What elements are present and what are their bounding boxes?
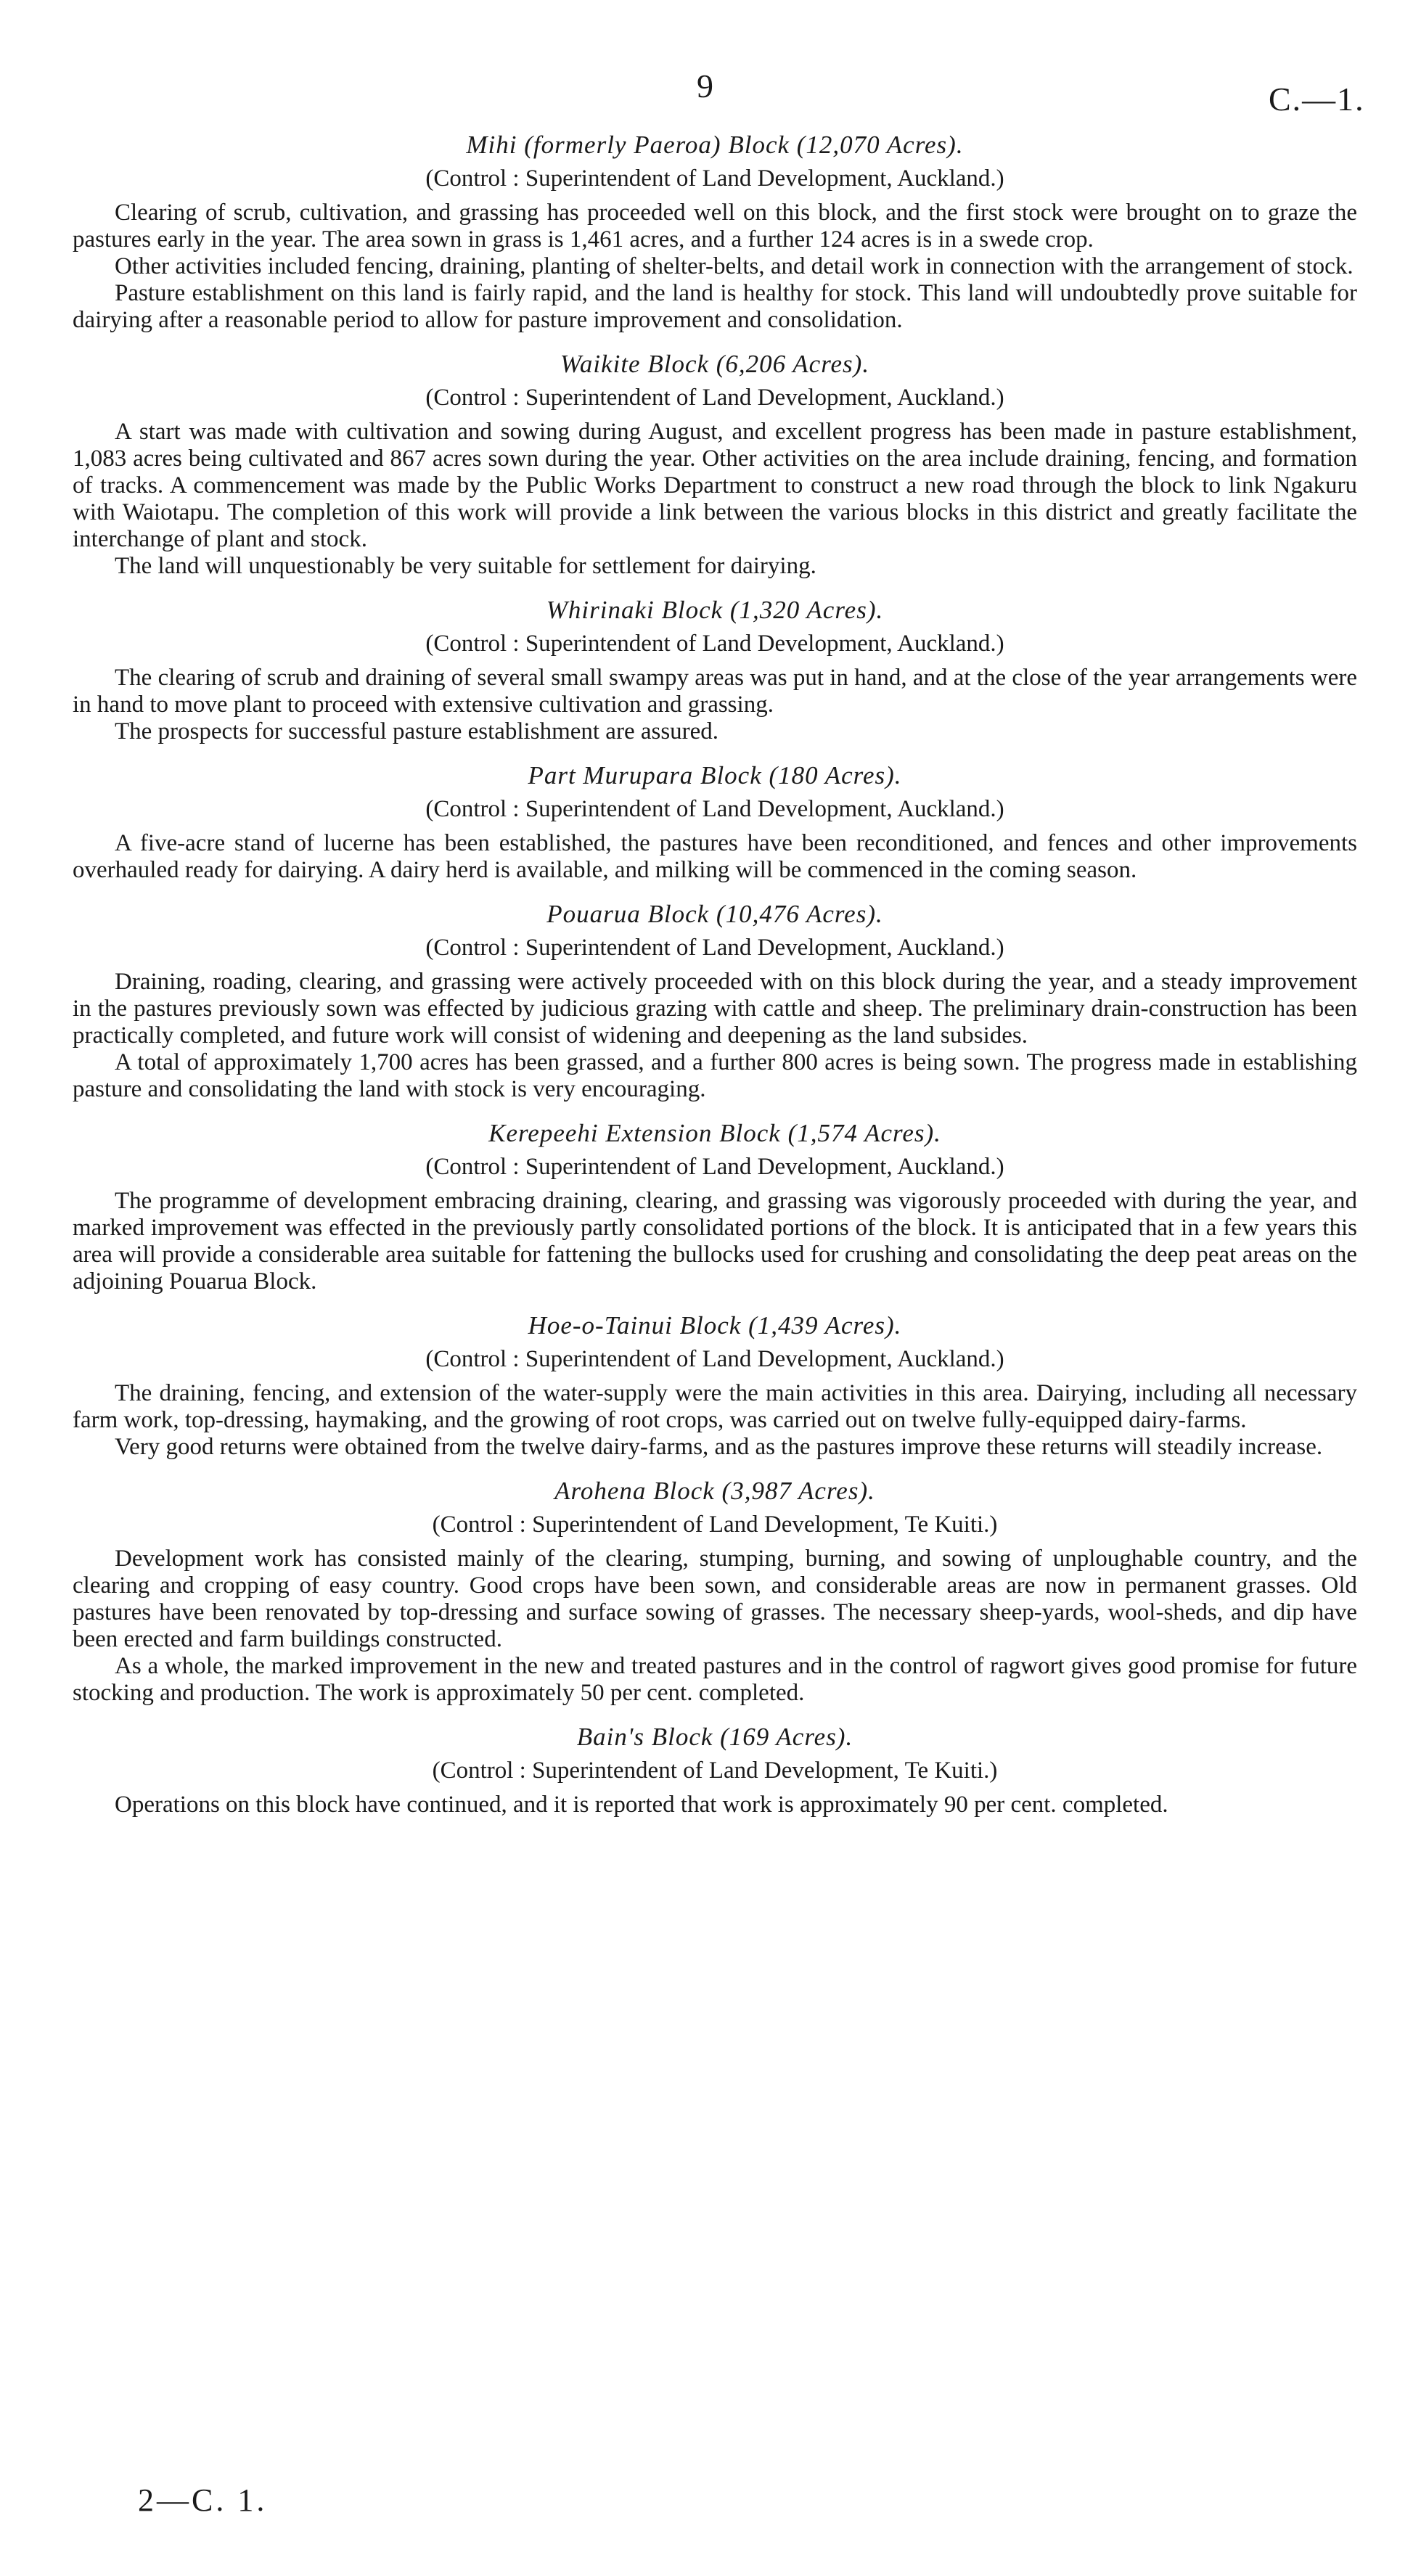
- paragraph: The draining, fencing, and extension of the water-supply were the main activities in this area. Dairying, including all necessary farm work, top-dressing, haymaking, and the growing of root crops, was carried out on twelve fully-equipped dairy-farms.: [73, 1380, 1357, 1433]
- paragraph: As a whole, the marked improvement in the new and treated pastures and in the control of ragwort gives good promise for future stocking and production. The work is approximately 50 per cent. completed.: [73, 1653, 1357, 1706]
- paragraph: The clearing of scrub and draining of several small swampy areas was put in hand, and at the close of the year arrangements were in hand to move plant to proceed with extensive cultivation and grassing.: [73, 665, 1357, 718]
- paragraph: The programme of development embracing draining, clearing, and grassing was vigorously proceeded with during the year, and marked improvement was effected in the previously partly consolidated portions of the block. It is anticipated that in a few years this area will provide a considerable area suitable for fattening the bullocks used for crushing and consolidating the deep peat areas on the adjoining Pouarua Block.: [73, 1188, 1357, 1295]
- paragraph: Development work has consisted mainly of the clearing, stumping, burning, and sowing of unploughable country, and the clearing and cropping of easy country. Good crops have been sown, and considerable areas are now in permanent grasses. Old pastures have been renovated by top-dressing and surface sowing of grasses. The necessary sheep-yards, wool-sheds, and dip have been erected and farm buildings constructed.: [73, 1546, 1357, 1652]
- section-hoe-o-tainui-block: [73, 1311, 1357, 1461]
- section-whirinaki-block: [73, 596, 1357, 745]
- control-line: (Control : Superintendent of Land Development, Auckland.): [425, 935, 1004, 961]
- document-body: [73, 131, 1357, 1834]
- section-bains-block: [73, 1723, 1357, 1818]
- paragraph: A start was made with cultivation and sowing during August, and excellent progress has been made in pasture establishment, 1,083 acres being cultivated and 867 acres sown during the year. Other activities on the area include draining, fencing, and formation of tracks. A commencement was made by the Public Works Department to construct a new road through the block to link Ngakuru with Waiotapu. The completion of this work will provide a link between the various blocks in this district and greatly facilitate the interchange of plant and stock.: [73, 419, 1357, 552]
- paragraph: Operations on this block have continued, and it is reported that work is approximately 90 per cent. completed.: [115, 1792, 1168, 1818]
- paragraph: Other activities included fencing, draining, planting of shelter-belts, and detail work in connection with the arrangement of stock.: [115, 253, 1354, 279]
- control-line: (Control : Superintendent of Land Development, Auckland.): [425, 631, 1004, 657]
- section-title: Part Murupara Block (180 Acres).: [528, 761, 902, 789]
- section-kerepeehi-extension-block: [73, 1119, 1357, 1295]
- paragraph: A five-acre stand of lucerne has been established, the pastures have been reconditioned, and fences and other improvements overhauled ready for dairying. A dairy herd is available, and milking will be commenced in the coming season.: [73, 830, 1357, 883]
- section-title: Whirinaki Block (1,320 Acres).: [546, 596, 884, 624]
- section-pouarua-block: [73, 900, 1357, 1103]
- section-title: Waikite Block (6,206 Acres).: [560, 350, 870, 378]
- section-mihi-block: [73, 131, 1357, 334]
- section-waikite-block: [73, 350, 1357, 580]
- control-line: (Control : Superintendent of Land Development, Auckland.): [425, 1154, 1004, 1180]
- control-line: (Control : Superintendent of Land Development, Auckland.): [425, 385, 1004, 411]
- section-title: Kerepeehi Extension Block (1,574 Acres).: [488, 1119, 941, 1147]
- page-number: 9: [697, 67, 713, 104]
- control-line: (Control : Superintendent of Land Development, Te Kuiti.): [432, 1511, 998, 1538]
- section-title: Bain's Block (169 Acres).: [576, 1723, 853, 1751]
- paragraph: Very good returns were obtained from the twelve dairy-farms, and as the pastures improve these returns will steadily increase.: [115, 1434, 1323, 1460]
- paragraph: The land will unquestionably be very suitable for settlement for dairying.: [115, 553, 816, 579]
- paragraph: Draining, roading, clearing, and grassing were actively proceeded with on this block during the year, and a steady improvement in the pastures previously sown was effected by judicious grazing with cattle and sheep. The preliminary drain-construction has been practically completed, and future work will consist of widening and deepening as the land subsides.: [73, 969, 1357, 1049]
- document-reference: C.—1.: [1269, 81, 1365, 118]
- section-title: Mihi (formerly Paeroa) Block (12,070 Acres).: [466, 131, 964, 159]
- section-title: Arohena Block (3,987 Acres).: [554, 1477, 875, 1505]
- section-part-murupara-block: [73, 761, 1357, 884]
- control-line: (Control : Superintendent of Land Development, Auckland.): [425, 165, 1004, 192]
- paragraph: A total of approximately 1,700 acres has been grassed, and a further 800 acres is being sown. The progress made in establishing pasture and consolidating the land with stock is very encouraging.: [73, 1049, 1357, 1102]
- section-title: Hoe-o-Tainui Block (1,439 Acres).: [528, 1311, 902, 1340]
- control-line: (Control : Superintendent of Land Development, Auckland.): [425, 796, 1004, 822]
- paragraph: The prospects for successful pasture establishment are assured.: [115, 718, 719, 745]
- paragraph: Pasture establishment on this land is fairly rapid, and the land is healthy for stock. This land will undoubtedly prove suitable for dairying after a reasonable period to allow for pasture improvement and consolidation.: [73, 280, 1357, 333]
- printer-signature: 2—C. 1.: [138, 2482, 268, 2518]
- section-title: Pouarua Block (10,476 Acres).: [546, 900, 883, 928]
- paragraph: Clearing of scrub, cultivation, and grassing has proceeded well on this block, and the first stock were brought on to graze the pastures early in the year. The area sown in grass is 1,461 acres, and a further 124 acres is in a swede crop.: [73, 200, 1357, 253]
- control-line: (Control : Superintendent of Land Development, Te Kuiti.): [432, 1757, 998, 1784]
- section-arohena-block: [73, 1477, 1357, 1707]
- control-line: (Control : Superintendent of Land Development, Auckland.): [425, 1346, 1004, 1372]
